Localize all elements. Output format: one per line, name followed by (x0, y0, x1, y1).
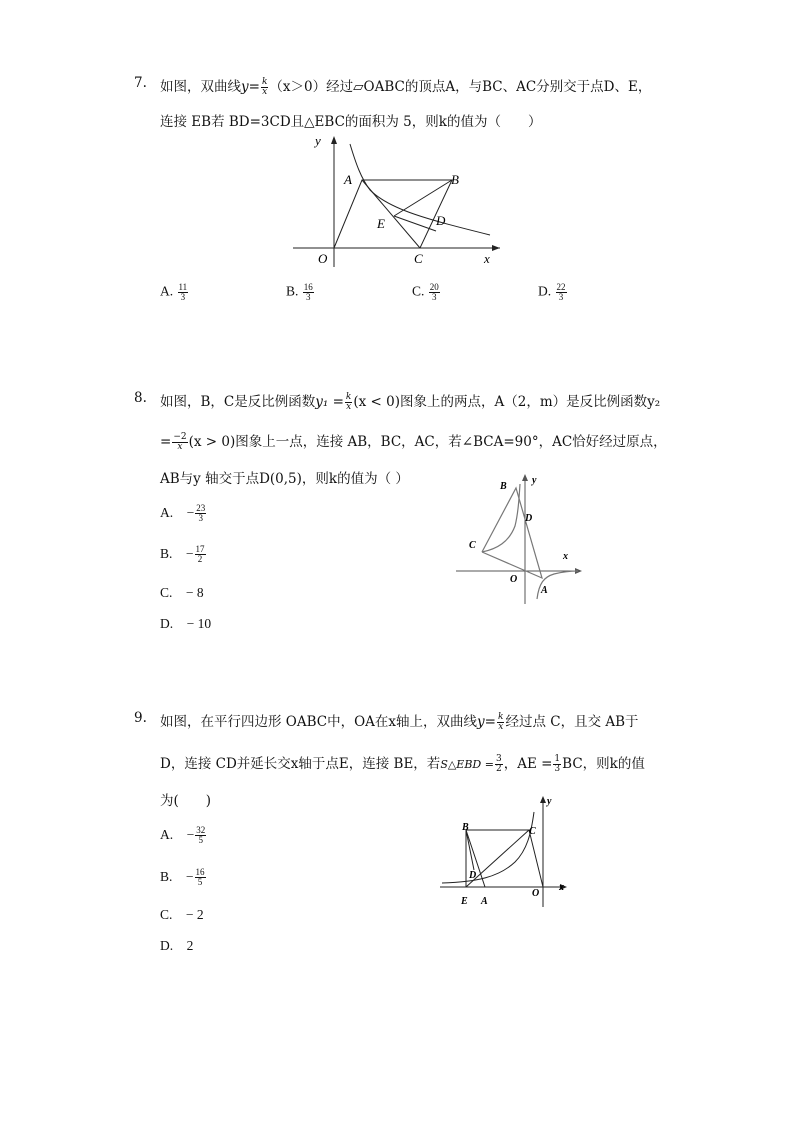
q7-fig-A: A (344, 172, 352, 187)
q9-fig-A: A (481, 896, 488, 907)
q7-option-d[interactable]: D. $\frac{22}{3}$ (538, 282, 566, 302)
q8-fig-D: D (525, 513, 533, 524)
q8-fig-O: O (510, 574, 518, 585)
q9-figure (437, 792, 577, 910)
q9-option-a[interactable]: A. − $\frac{32}{5}$ (160, 825, 206, 846)
q8-y1: y₁ = (315, 394, 344, 410)
q8-number: 8. (134, 390, 147, 406)
q7-option-c[interactable]: C. $\frac{20}{3}$ (412, 282, 439, 302)
q9-fraction: $\frac{k}{x}$ (498, 712, 504, 732)
q9-fig-y: y (547, 796, 552, 807)
q9-fig-C: C (529, 826, 536, 837)
q7-fig-C: C (414, 251, 423, 266)
q7-fig-x: x (484, 251, 490, 266)
q7-option-a[interactable]: A. $\frac{11}{3}$ (160, 282, 188, 302)
q9-option-d[interactable]: D. 2 (160, 938, 194, 953)
q9-line3: 为( ) (160, 793, 212, 809)
q7-fig-y: y (315, 133, 321, 148)
q8-line3: AB与y 轴交于点D(0,5)，则k的值为（ ） (160, 471, 409, 487)
q7-fig-O: O (318, 251, 328, 266)
q9-line1: 如图，在平行四边形 OABC中，OA在x轴上，双曲线y= $\frac{k}{x}$ 经过点 C，且交 AB于 (160, 712, 639, 732)
q9-option-c[interactable]: C. − 2 (160, 907, 204, 922)
q7-figure (290, 132, 505, 272)
q8-option-a[interactable]: A. − $\frac{23}{3}$ (160, 503, 206, 524)
q7-fraction: $\frac{k}{x}$ (261, 77, 268, 97)
q7-number: 7. (134, 75, 147, 91)
q7-condition: （x＞0）经过▱OABC的顶点A，与BC、AC分别交于点D、E， (269, 79, 652, 95)
q9-fig-O: O (532, 888, 540, 899)
q9-fig-D: D (469, 870, 477, 881)
q9-number: 9. (134, 710, 147, 726)
q7-fig-B: B (451, 172, 459, 187)
q8-fraction-2: $\frac{-2}{x}$ (173, 432, 187, 452)
q8-line2: = $\frac{-2}{x}$ (x > 0)图象上一点，连接 AB，BC，AC，若∠BCA=90°，AC恰好经过原点， (160, 432, 667, 452)
q7-line2: 连接 EB若 BD=3CD且△EBC的面积为 5，则k的值为（ ） (160, 114, 542, 130)
q8-fig-C: C (469, 540, 476, 551)
q9-option-b[interactable]: B. − $\frac{16}{5}$ (160, 867, 205, 888)
q8-fraction-1: $\frac{k}{x}$ (345, 392, 352, 412)
q8-option-b[interactable]: B. − $\frac{17}{2}$ (160, 544, 205, 565)
q8-fig-B: B (500, 481, 507, 492)
q7-line1 (160, 75, 651, 97)
q8-figure (452, 470, 587, 608)
q9-fig-E: E (461, 896, 468, 907)
q8-fig-A: A (541, 585, 548, 596)
q7-fig-E: E (377, 216, 385, 231)
q8-line1: 如图，B，C是反比例函数y₁ = $\frac{k}{x}$ (x < 0)图象上的两点，A（2，m）是反比例函数y₂ (160, 392, 661, 412)
q8-fig-y: y (532, 475, 537, 486)
q9-fig-B: B (462, 822, 469, 833)
q8-fig-x: x (563, 551, 568, 562)
q7-option-b[interactable]: B. $\frac{16}{3}$ (286, 282, 313, 302)
q9-fig-x: x (559, 882, 564, 893)
q8-option-c[interactable]: C. − 8 (160, 585, 204, 600)
q7-func: y= (241, 79, 260, 95)
q8-option-d[interactable]: D. − 10 (160, 616, 212, 631)
q7-fig-D: D (436, 213, 446, 228)
q9-line2: D，连接 CD并延长交x轴于点E，连接 BE，若S△EBD = $\frac{3}{2}$ ，AE = $\frac{1}{3}$ BC，则k的值 (160, 754, 645, 774)
q7-line1-text: 如图，双曲线 (160, 79, 241, 95)
